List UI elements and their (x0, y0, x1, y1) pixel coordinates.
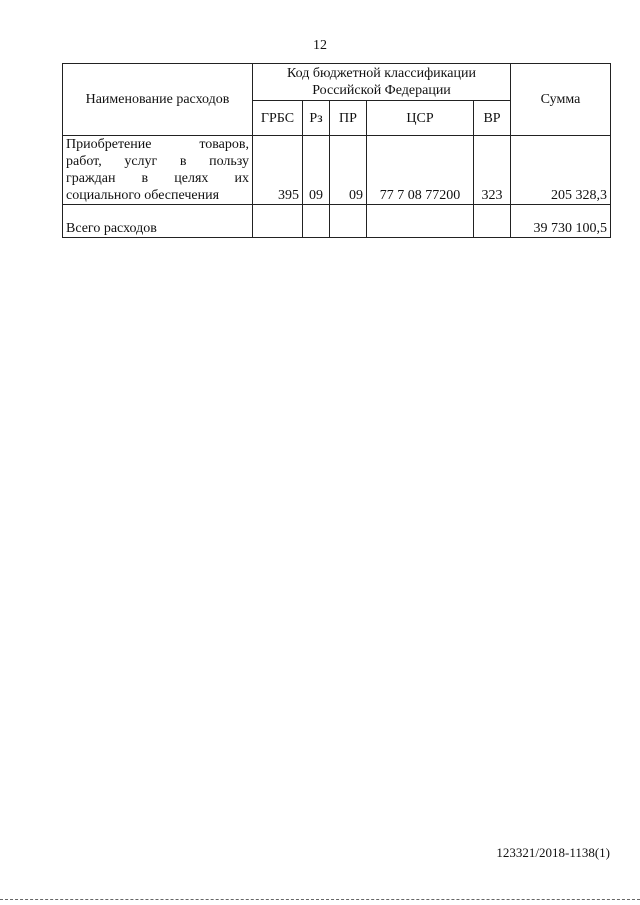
total-grbs (253, 205, 303, 238)
row-pr: 09 (330, 136, 367, 205)
page-number: 12 (313, 38, 327, 53)
header-rz: Рз (303, 101, 330, 136)
total-label: Всего расходов (63, 205, 253, 238)
row-sum: 205 328,3 (511, 136, 611, 205)
header-code-group: Код бюджетной классификации Российской Федерации (253, 64, 511, 101)
row-name-line: Приобретение товаров, (66, 137, 249, 152)
row-name-line: социального обеспечения (66, 188, 220, 203)
header-vr: ВР (474, 101, 511, 136)
table-row (63, 136, 611, 205)
total-vr (474, 205, 511, 238)
row-name-line: работ, услуг в пользу (66, 154, 249, 169)
row-rz: 09 (303, 136, 330, 205)
table-header-row (63, 64, 611, 101)
scan-edge-line (0, 899, 640, 900)
total-rz (303, 205, 330, 238)
expenses-table (62, 63, 611, 238)
total-sum: 39 730 100,5 (511, 205, 611, 238)
total-csr (367, 205, 474, 238)
header-grbs: ГРБС (253, 101, 303, 136)
header-name: Наименование расходов (63, 64, 253, 136)
row-name-line: граждан в целях их (66, 171, 249, 186)
document-code: 123321/2018-1138(1) (496, 845, 610, 860)
total-pr (330, 205, 367, 238)
row-name (63, 136, 253, 205)
header-csr: ЦСР (367, 101, 474, 136)
row-grbs: 395 (253, 136, 303, 205)
row-csr: 77 7 08 77200 (367, 136, 474, 205)
header-pr: ПР (330, 101, 367, 136)
row-vr: 323 (474, 136, 511, 205)
header-sum: Сумма (511, 64, 611, 136)
table-total-row (63, 205, 611, 238)
